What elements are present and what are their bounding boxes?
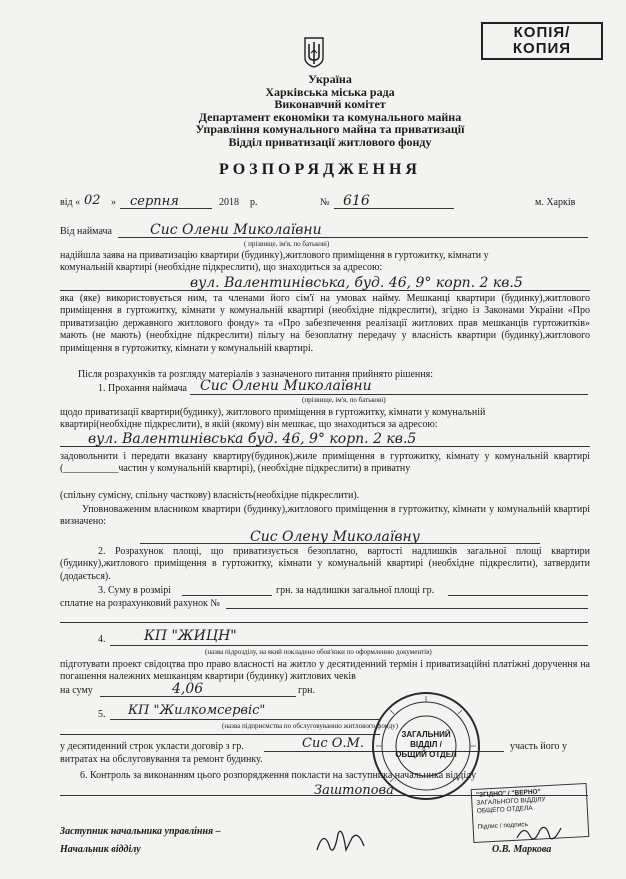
applicant-caption: ( прізвище, ім'я, по батькові) — [244, 240, 330, 248]
paragraph-9-handwritten: Сис О.М. — [302, 736, 364, 751]
paragraph-8: підготувати проект свідоцтва про право власності на житло у десятиденний термін і приватизаційні платіжні доручення на погашення належних мешканцям квартири (будинку) житлових чеків — [60, 659, 590, 683]
date-month: серпня — [130, 194, 179, 209]
document-header — [120, 73, 540, 148]
item-3-a: 3. Суму в розмірі — [98, 585, 172, 596]
header-country: Україна — [308, 72, 352, 86]
header-directorate: Управління комунального майна та приватизації — [195, 122, 465, 136]
copy-stamp-line-2: КОПИЯ — [512, 40, 572, 57]
coat-of-arms-icon — [303, 36, 325, 68]
paragraph-2: яка (яке) використовується ним, та членами його сім'ї на умовах найму. Мешканці квартири (будинку),житлового приміщення в гуртожитку, кімнати у комунальній квартирі (необхідне підкреслити), згідно із Законами України «Про приватизацію державного житлового фонду» та «Про забезпечення реалізації житлових прав мешканців гуртожитків» мають (не мають) (необхідне підкреслити) пільгу на безоплатну передачу у власність квартири (будинку),житлового приміщення в гуртожитку, кімнати у комунальній квартирі. — [60, 293, 590, 354]
verification-stamp-line-2: ЗАГАЛЬНОГО ВІДДІЛУ — [476, 796, 546, 807]
paragraph-9c: витратах на обслуговування та ремонт будинку. — [60, 754, 263, 765]
owner-handwritten: Сис Олену Миколаївну — [250, 529, 420, 545]
paragraph-1b: комунальній квартирі (необхідне підкреслити), що знаходиться за адресою: — [60, 262, 383, 273]
signature-left-line-2: Начальник відділу — [60, 844, 141, 855]
item-4-handwritten: КП "ЖИЦН" — [144, 628, 237, 644]
item-3-b: грн. за надлишки загальної площі гр. — [276, 585, 435, 596]
seal-line-2: ВІДДІЛ / — [410, 740, 442, 749]
item-5-caption: (назва підприємства по обслуговуванню житлового фонду) — [222, 722, 398, 730]
item-2: 2. Розрахунок площі, що приватизується безоплатно, вартості надлишків загальної площі квартири (будинку),житлового приміщення в гуртожитку, кімнати у комунальній квартирі (необхідне підкреслити), затвердити (додається). — [60, 546, 590, 582]
header-committee: Виконавчий комітет — [274, 97, 386, 111]
item-1-caption: (прізвище, ім'я, по батькові) — [302, 396, 386, 404]
applicant-name: Сис Олени Миколаївни — [150, 222, 322, 238]
paragraph-9b: участь його у — [510, 741, 568, 752]
applicant-label: Від наймача — [60, 226, 112, 237]
paragraph-9a: у десятиденний строк укласти договір з гр. — [60, 741, 244, 752]
seal-line-1: ЗАГАЛЬНИЙ — [401, 730, 451, 739]
item-3-c: сплатне на розрахунковий рахунок № — [60, 598, 220, 609]
date-year: 2018 — [219, 197, 239, 208]
item-6-handwritten: Заштопова — [314, 783, 394, 798]
paragraph-3: Після розрахунків та розгляду матеріалів з зазначеного питання прийнято рішення: — [78, 369, 433, 380]
paragraph-4b: квартирі(необхідне підкреслити), в якій (якому) він мешкає, що знаходиться за адресою: — [60, 419, 438, 430]
item-6: 6. Контроль за виконанням цього розпорядження покласти на заступника начальника відділу — [80, 770, 477, 781]
address-handwritten: вул. Валентинівська, буд. 46, 9° корп. 2 кв.5 — [190, 275, 523, 291]
number-label: № — [320, 197, 330, 208]
item-5-handwritten: КП "Жилкомсервіс" — [128, 703, 266, 718]
stamp-signature-scribble-icon — [514, 820, 564, 846]
date-prefix: від « — [60, 197, 81, 208]
document-title: РОЗПОРЯДЖЕННЯ — [219, 161, 421, 178]
address-2-handwritten: вул. Валентинівська буд. 46, 9° корп. 2 кв.5 — [88, 431, 417, 447]
signature-scribble-icon — [312, 820, 372, 860]
date-year-suffix: р. — [250, 197, 258, 208]
item-4-caption: (назва підрозділу, на який покладено обов'язки по оформленню документів) — [205, 648, 432, 656]
item-1-name: Сис Олени Миколаївни — [200, 378, 372, 394]
header-council: Харківська міська рада — [265, 84, 395, 99]
verification-stamp-line-1: "ЗГІДНО" / "ВЕРНО" — [475, 788, 541, 799]
paragraph-1a: надійшла заява на приватизацію квартири (будинку),житлового приміщення в гуртожитку, кімнати у — [60, 250, 489, 261]
sum-label: на суму — [60, 685, 93, 696]
paragraph-7: Уповноваженим власником квартири (будинку),житлового приміщення в гуртожитку, кімнати у комунальній квартирі визначено: — [60, 504, 590, 528]
verification-stamp-line-3: ОБЩЕГО ОТДЕЛА — [476, 804, 533, 815]
date-mid: » — [111, 197, 116, 208]
item-1-label: 1. Прохання наймача — [98, 383, 187, 394]
paragraph-5: задовольнити і передати вказану квартиру(будинок),жиле приміщення в гуртожитку, кімнату у комунальній квартирі (___________частин у комунальній квартирі), (необхідне підкреслити) в приватну — [60, 451, 590, 475]
signature-right-name: О.В. Маркова — [492, 844, 552, 855]
sum-unit: грн. — [298, 685, 315, 696]
date-day: 02 — [84, 193, 101, 208]
paragraph-4a: щодо приватизації квартири(будинку), житлового приміщення в гуртожитку, кімнати у комунальній — [60, 407, 486, 418]
item-4-label: 4. — [98, 634, 106, 645]
signature-left-line-1: Заступник начальника управління – — [60, 826, 221, 837]
copy-stamp — [481, 22, 603, 60]
city: м. Харків — [535, 197, 576, 208]
paragraph-6: (спільну сумісну, спільну часткову) власність(необхідне підкреслити). — [60, 490, 360, 501]
item-5-label: 5. — [98, 709, 106, 720]
seal-line-3: ОБЩИЙ ОТДЕЛ — [395, 750, 457, 759]
seal-inner-text — [395, 730, 457, 760]
order-number: 616 — [343, 193, 370, 209]
sum-value: 4,06 — [172, 681, 204, 697]
verification-stamp-line-4: Підпис / подпись — [477, 821, 529, 831]
copy-stamp-line-1: КОПІЯ/ — [513, 24, 571, 41]
header-department: Департамент економіки та комунального майна — [198, 109, 462, 124]
header-division: Відділ приватизації житлового фонду — [228, 134, 432, 149]
